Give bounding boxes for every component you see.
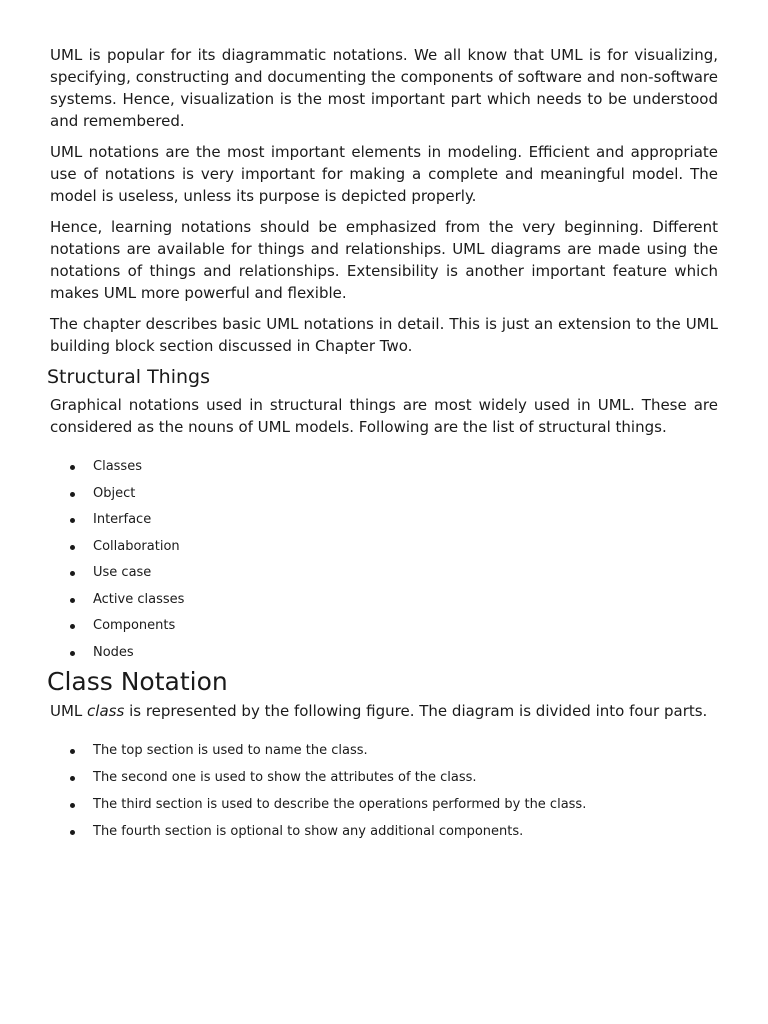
document-page — [47, 44, 718, 851]
heading-class-notation: Class Notation — [47, 666, 228, 696]
bullet-icon — [70, 776, 75, 781]
structural-things-list — [50, 459, 718, 661]
class-notation-list — [50, 743, 718, 840]
list-item-label: Object — [93, 485, 136, 501]
bullet-icon — [70, 749, 75, 754]
list-item-label: Collaboration — [93, 538, 180, 554]
paragraph-structural-intro: Graphical notations used in structural things are most widely used in UML. These are considered as the nouns of UML models. Following are the list of structural things. — [50, 396, 718, 436]
list-item — [50, 565, 718, 581]
bullet-icon — [70, 571, 75, 576]
list-item-label: The third section is used to describe the operations performed by the class. — [93, 796, 587, 812]
list-item — [50, 539, 718, 555]
paragraph-learning-notations: Hence, learning notations should be emphasized from the very beginning. Different notations are available for things and relationships. UML diagrams are made using the notations of things and relationships. Extensibility is another important feature which makes UML more powerful and flexible. — [50, 218, 718, 302]
list-item-label: Active classes — [93, 591, 185, 607]
list-item — [50, 824, 718, 840]
class-intro-before: UML — [50, 701, 88, 720]
class-intro-emphasis: class — [87, 701, 125, 720]
bullet-icon — [70, 518, 75, 523]
list-item-label: Classes — [93, 459, 142, 474]
list-item-label: Interface — [93, 512, 152, 527]
list-item-label: Components — [93, 618, 176, 633]
bullet-icon — [70, 624, 75, 629]
bullet-icon — [70, 830, 75, 835]
list-item-label: Nodes — [93, 644, 134, 660]
list-item — [50, 486, 718, 502]
list-item — [50, 645, 718, 661]
list-item — [50, 459, 718, 475]
paragraph-chapter-description: The chapter describes basic UML notations in detail. This is just an extension to the UML building block section discussed in Chapter Two. — [50, 315, 718, 355]
heading-structural-things: Structural Things — [47, 366, 211, 388]
paragraph-uml-notations: UML notations are the most important elements in modeling. Efficient and appropriate use of notations is very important for making a complete and meaningful model. The model is useless, unless its purpose is depicted properly. — [50, 143, 718, 205]
paragraph-uml-popular: UML is popular for its diagrammatic notations. We all know that UML is for visualizing, specifying, constructing and documenting the components of software and non-software systems. Hence, visualization is the most important part which needs to be understood and remembered. — [50, 46, 718, 130]
bullet-icon — [70, 465, 75, 470]
list-item-label: The top section is used to name the class. — [93, 742, 368, 758]
list-item — [50, 618, 718, 634]
list-item-label: The fourth section is optional to show any additional components. — [93, 823, 524, 839]
list-item — [50, 512, 718, 528]
bullet-icon — [70, 598, 75, 603]
paragraph-class-intro — [50, 700, 718, 722]
bullet-icon — [70, 545, 75, 550]
list-item-label: Use case — [93, 565, 152, 580]
list-item — [50, 743, 718, 759]
bullet-icon — [70, 803, 75, 808]
list-item — [50, 770, 718, 786]
list-item-label: The second one is used to show the attributes of the class. — [93, 769, 477, 785]
bullet-icon — [70, 492, 75, 497]
bullet-icon — [70, 651, 75, 656]
list-item — [50, 797, 718, 813]
list-item — [50, 592, 718, 608]
class-intro-after: is represented by the following figure. The diagram is divided into four parts. — [124, 701, 708, 720]
